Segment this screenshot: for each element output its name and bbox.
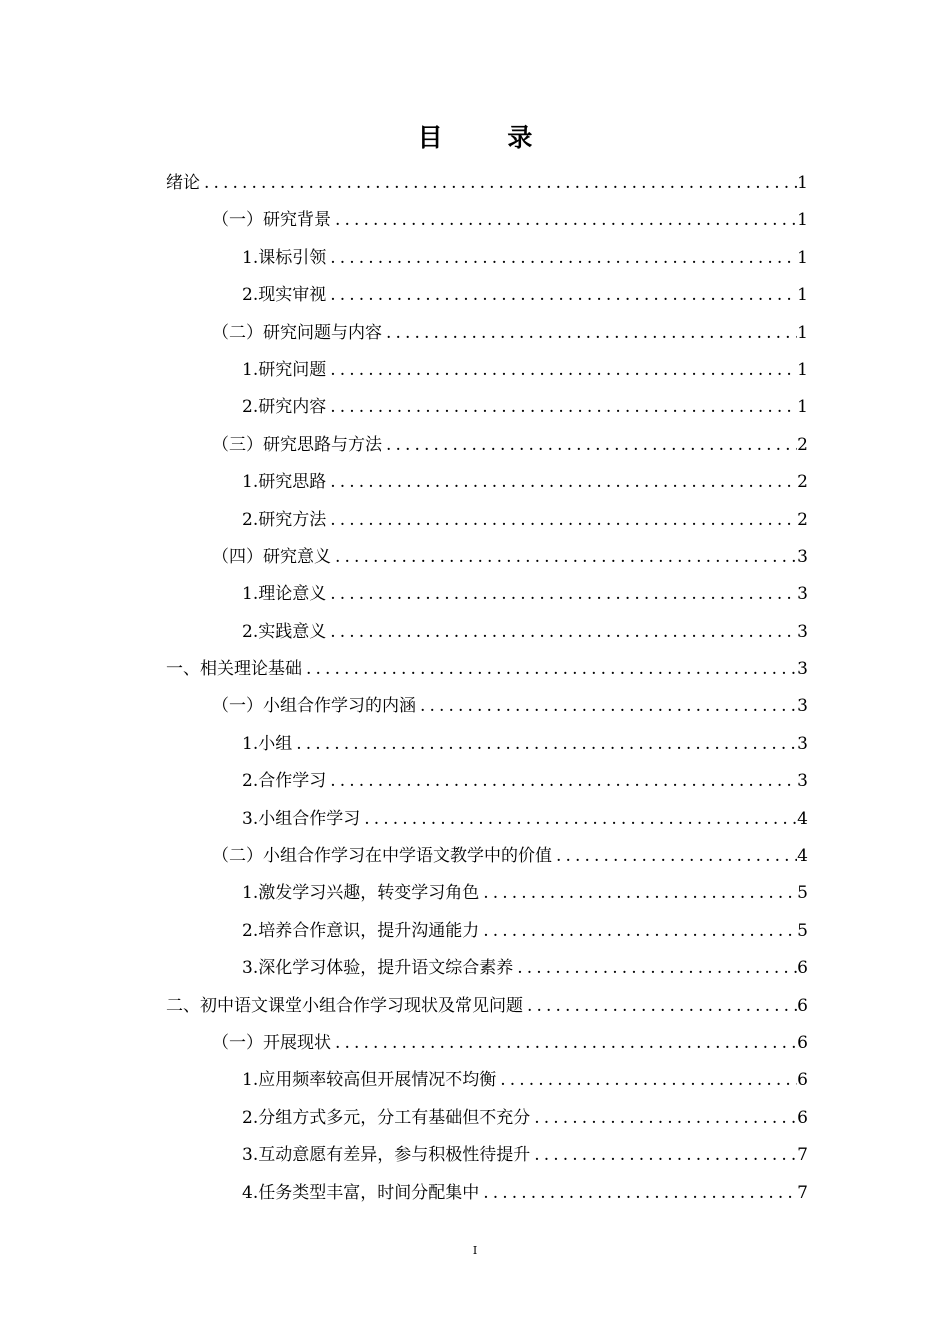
toc-entry-page-number: 5 — [797, 920, 808, 941]
toc-entry-title: 1.小组 — [242, 733, 293, 754]
dot-leader — [292, 726, 797, 763]
toc-entry-page-number: 7 — [797, 1182, 808, 1203]
toc-entry-title: 2.现实审视 — [242, 285, 327, 306]
toc-entry[interactable] — [166, 240, 808, 277]
table-of-contents — [166, 165, 808, 1212]
dot-leader — [326, 277, 797, 314]
dot-leader — [326, 389, 797, 426]
dot-leader — [530, 1137, 797, 1174]
toc-entry-page-number: 2 — [797, 509, 808, 530]
toc-entry[interactable] — [166, 763, 808, 800]
toc-entry-page-number: 1 — [797, 210, 808, 231]
toc-entry[interactable] — [166, 277, 808, 314]
toc-entry-page-number: 6 — [797, 995, 808, 1016]
dot-leader — [326, 352, 797, 389]
toc-entry-page-number: 1 — [797, 285, 808, 306]
dot-leader — [479, 913, 797, 950]
toc-entry-title: 3.小组合作学习 — [242, 808, 361, 829]
toc-entry-title: 1.理论意义 — [242, 584, 327, 605]
toc-entry-page-number: 1 — [797, 173, 808, 193]
toc-entry[interactable] — [166, 315, 808, 352]
toc-entry-title: （二）研究问题与内容 — [212, 322, 382, 343]
dot-leader — [200, 165, 797, 202]
dot-leader — [513, 950, 797, 987]
toc-entry-title: 2.研究内容 — [242, 397, 327, 418]
toc-entry[interactable] — [166, 950, 808, 987]
toc-entry-page-number: 6 — [797, 1107, 808, 1128]
toc-entry-page-number: 3 — [797, 771, 808, 792]
dot-leader — [416, 688, 797, 725]
toc-entry-page-number: 3 — [797, 659, 808, 680]
toc-entry-title: （一）小组合作学习的内涵 — [212, 696, 416, 717]
toc-entry[interactable] — [166, 988, 808, 1025]
toc-entry-title: 2.合作学习 — [242, 771, 327, 792]
toc-entry[interactable] — [166, 614, 808, 651]
toc-entry-page-number: 6 — [797, 1032, 808, 1053]
toc-entry-page-number: 3 — [797, 733, 808, 754]
toc-entry-title: （三）研究思路与方法 — [212, 434, 382, 455]
toc-entry-title: 2.实践意义 — [242, 621, 327, 642]
toc-entry[interactable] — [166, 165, 808, 202]
toc-entry-title: 1.研究思路 — [242, 472, 327, 493]
toc-entry-title: （一）研究背景 — [212, 210, 331, 231]
toc-entry-page-number: 6 — [797, 1070, 808, 1091]
toc-entry-page-number: 1 — [797, 397, 808, 418]
dot-leader — [479, 1175, 797, 1212]
toc-entry-page-number: 3 — [797, 696, 808, 717]
toc-entry[interactable] — [166, 726, 808, 763]
toc-entry-page-number: 2 — [797, 472, 808, 493]
toc-entry-page-number: 4 — [797, 808, 808, 829]
toc-entry[interactable] — [166, 913, 808, 950]
toc-entry-page-number: 3 — [797, 584, 808, 605]
toc-entry[interactable] — [166, 502, 808, 539]
dot-leader — [331, 202, 797, 239]
page-title: 目 录 — [417, 123, 561, 152]
toc-entry[interactable] — [166, 389, 808, 426]
toc-entry-title: 2.培养合作意识，提升沟通能力 — [242, 920, 480, 941]
toc-entry[interactable] — [166, 1025, 808, 1062]
toc-entry-title: （一）开展现状 — [212, 1032, 331, 1053]
toc-entry[interactable] — [166, 651, 808, 688]
toc-entry-title: 1.应用频率较高但开展情况不均衡 — [242, 1070, 497, 1091]
dot-leader — [523, 988, 797, 1025]
toc-entry-page-number: 3 — [797, 546, 808, 567]
dot-leader — [382, 315, 797, 352]
toc-entry-title: 二、初中语文课堂小组合作学习现状及常见问题 — [166, 995, 523, 1016]
dot-leader — [382, 427, 797, 464]
toc-entry[interactable] — [166, 801, 808, 838]
dot-leader — [302, 651, 797, 688]
toc-entry[interactable] — [166, 539, 808, 576]
page-number: I — [472, 1244, 478, 1257]
toc-entry-title: 4.任务类型丰富，时间分配集中 — [242, 1182, 480, 1203]
toc-entry[interactable] — [166, 1137, 808, 1174]
toc-entry-page-number: 7 — [797, 1145, 808, 1166]
toc-entry[interactable] — [166, 1175, 808, 1212]
dot-leader — [326, 576, 797, 613]
toc-entry-page-number: 5 — [797, 883, 808, 904]
toc-entry[interactable] — [166, 576, 808, 613]
toc-entry[interactable] — [166, 202, 808, 239]
toc-entry-page-number: 4 — [797, 846, 808, 867]
dot-leader — [496, 1062, 797, 1099]
toc-entry[interactable] — [166, 875, 808, 912]
dot-leader — [326, 502, 797, 539]
dot-leader — [326, 464, 797, 501]
toc-entry-page-number: 3 — [797, 621, 808, 642]
toc-entry[interactable] — [166, 352, 808, 389]
toc-entry-page-number: 1 — [797, 247, 808, 268]
toc-entry-title: 1.研究问题 — [242, 359, 327, 380]
toc-entry-title: 2.分组方式多元，分工有基础但不充分 — [242, 1107, 531, 1128]
toc-entry-title: 1.课标引领 — [242, 247, 327, 268]
toc-entry-page-number: 6 — [797, 958, 808, 979]
dot-leader — [530, 1100, 797, 1137]
toc-entry-page-number: 2 — [797, 434, 808, 455]
toc-entry-title: 2.研究方法 — [242, 509, 327, 530]
dot-leader — [331, 1025, 797, 1062]
dot-leader — [326, 614, 797, 651]
toc-entry-title: 3.深化学习体验，提升语文综合素养 — [242, 958, 514, 979]
toc-entry[interactable] — [166, 838, 808, 875]
dot-leader — [479, 875, 797, 912]
toc-entry-title: （四）研究意义 — [212, 546, 331, 567]
toc-entry[interactable] — [166, 464, 808, 501]
toc-entry-title: 一、相关理论基础 — [166, 659, 302, 680]
dot-leader — [360, 801, 797, 838]
dot-leader — [326, 763, 797, 800]
toc-entry-title: 1.激发学习兴趣，转变学习角色 — [242, 883, 480, 904]
toc-entry-title: 3.互动意愿有差异，参与积极性待提升 — [242, 1145, 531, 1166]
toc-entry[interactable] — [166, 427, 808, 464]
dot-leader — [331, 539, 797, 576]
toc-entry[interactable] — [166, 1100, 808, 1137]
toc-entry-page-number: 1 — [797, 322, 808, 343]
dot-leader — [326, 240, 797, 277]
toc-entry-title: （二）小组合作学习在中学语文教学中的价值 — [212, 846, 552, 867]
toc-entry[interactable] — [166, 688, 808, 725]
dot-leader — [552, 838, 797, 875]
toc-entry[interactable] — [166, 1062, 808, 1099]
toc-entry-page-number: 1 — [797, 359, 808, 380]
toc-entry-title: 绪论 — [166, 173, 200, 193]
